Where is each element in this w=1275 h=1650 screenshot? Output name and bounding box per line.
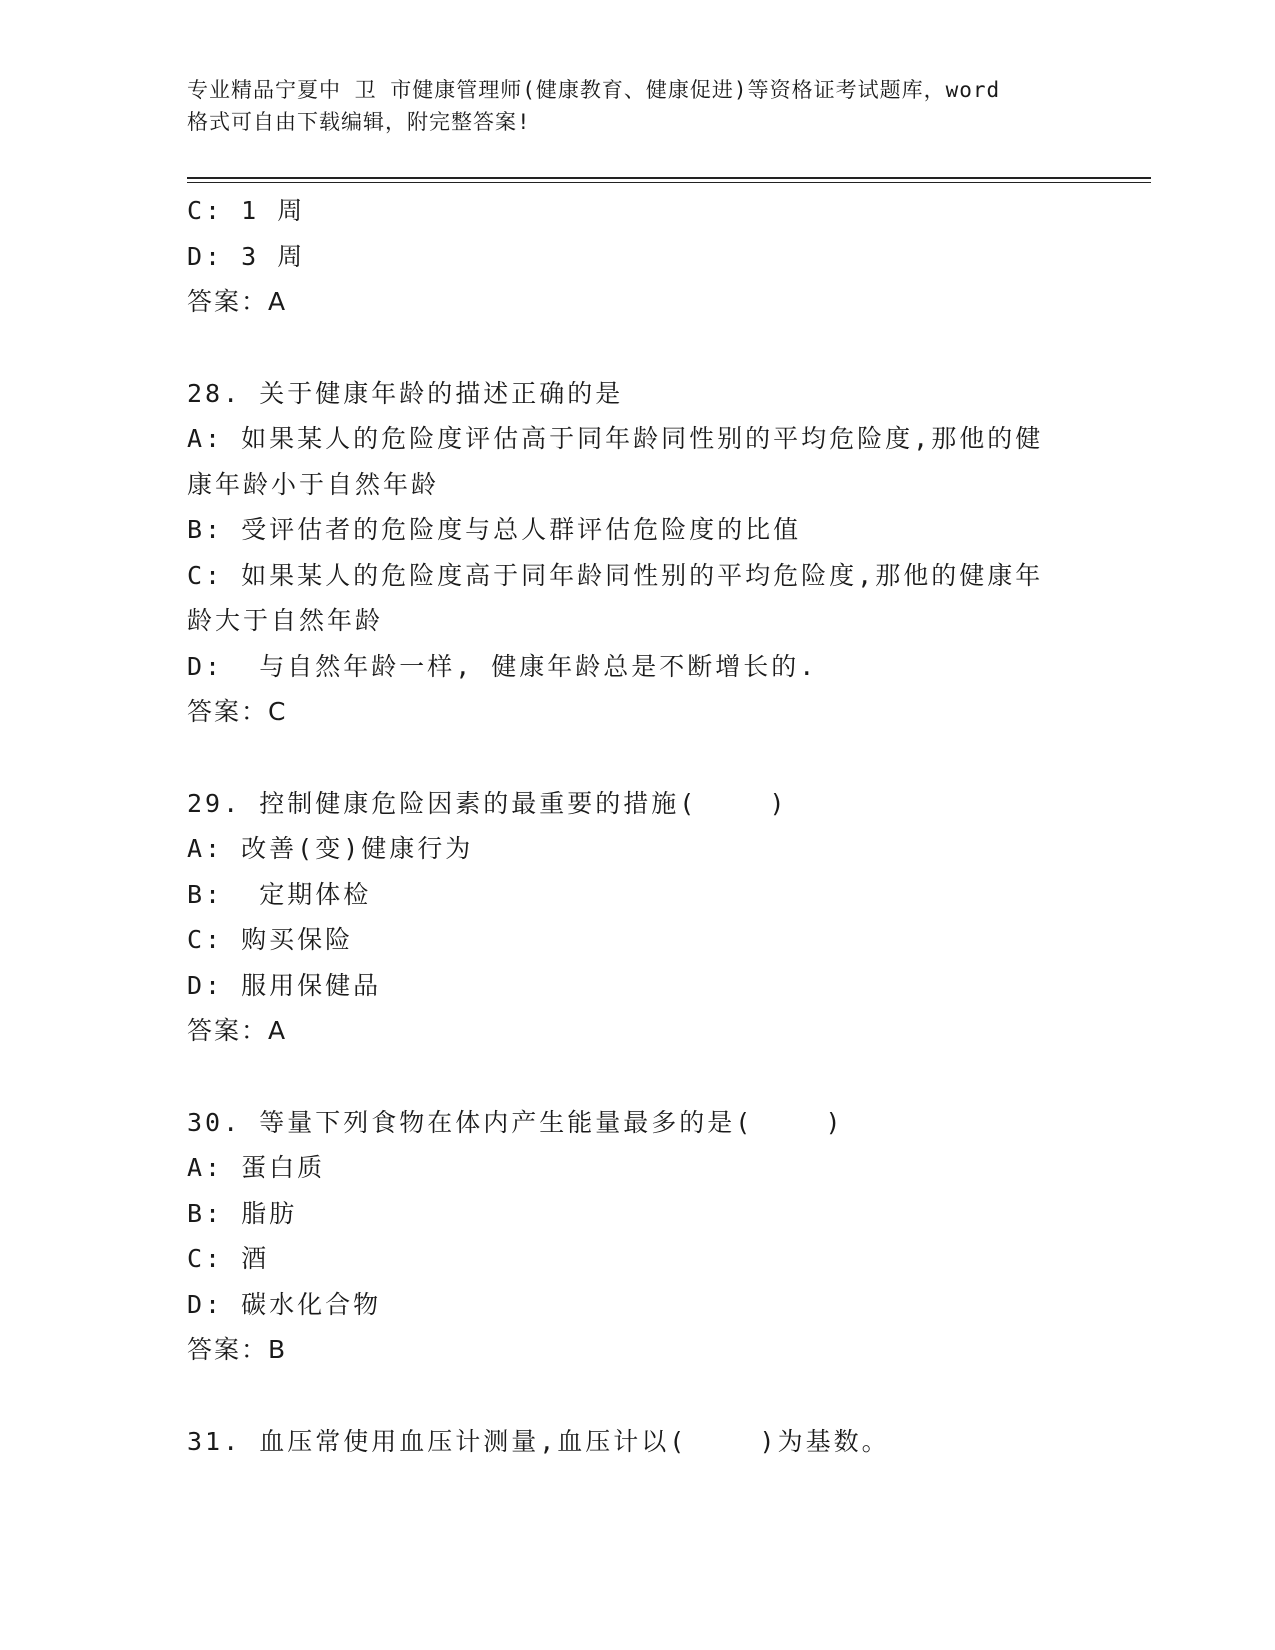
option-c: C: 购买保险 <box>187 925 354 954</box>
option-a: A: 蛋白质 <box>187 1153 326 1182</box>
option-c: C: 1 周 <box>187 196 306 225</box>
answer: 答案：A <box>187 287 288 316</box>
header-line-2: 格式可自由下载编辑，附完整答案! <box>187 110 531 134</box>
option-d: D: 服用保健品 <box>187 970 382 1000</box>
header-rule-thin <box>187 182 1151 183</box>
header-line-1: 专业精品宁夏中 卫 市健康管理师(健康教育、健康促进)等资格证考试题库，word <box>187 78 1001 102</box>
option-b: B: 受评估者的危险度与总人群评估危险度的比值 <box>187 515 802 544</box>
option-d: D: 3 周 <box>187 241 306 271</box>
document-header <box>187 74 1087 138</box>
question-30 <box>187 1100 1087 1373</box>
answer: 答案：B <box>187 1335 288 1364</box>
option-a-line-2: 康年龄小于自然年龄 <box>187 469 440 499</box>
spacer <box>187 1054 1087 1100</box>
option-c-line-2: 龄大于自然年龄 <box>187 606 384 635</box>
option-b: B: 脂肪 <box>187 1198 298 1228</box>
spacer <box>187 735 1087 781</box>
header-rule-thick <box>187 177 1151 179</box>
option-b: B: 定期体检 <box>187 879 372 909</box>
option-d: D: 与自然年龄一样, 健康年龄总是不断增长的. <box>187 651 818 681</box>
option-c-line-1: C: 如果某人的危险度高于同年龄同性别的平均危险度,那他的健康年 <box>187 560 1044 590</box>
question-31 <box>187 1419 1087 1465</box>
option-c: C: 酒 <box>187 1244 270 1273</box>
question-stem: 29. 控制健康危险因素的最重要的措施( ) <box>187 788 788 818</box>
spacer <box>187 1373 1087 1419</box>
question-29 <box>187 781 1087 1054</box>
question-stem: 30. 等量下列食物在体内产生能量最多的是( ) <box>187 1107 844 1137</box>
question-stem: 31. 血压常使用血压计测量,血压计以( )为基数。 <box>187 1426 890 1456</box>
answer: 答案：A <box>187 1016 288 1045</box>
answer: 答案：C <box>187 697 288 726</box>
option-a: A: 改善(变)健康行为 <box>187 834 474 863</box>
spacer <box>187 325 1087 371</box>
option-d: D: 碳水化合物 <box>187 1289 382 1319</box>
question-list <box>187 188 1087 1464</box>
question-27-tail <box>187 188 1087 325</box>
question-stem: 28. 关于健康年龄的描述正确的是 <box>187 378 624 408</box>
option-a-line-1: A: 如果某人的危险度评估高于同年龄同性别的平均危险度,那他的健 <box>187 424 1044 453</box>
question-28 <box>187 371 1087 735</box>
